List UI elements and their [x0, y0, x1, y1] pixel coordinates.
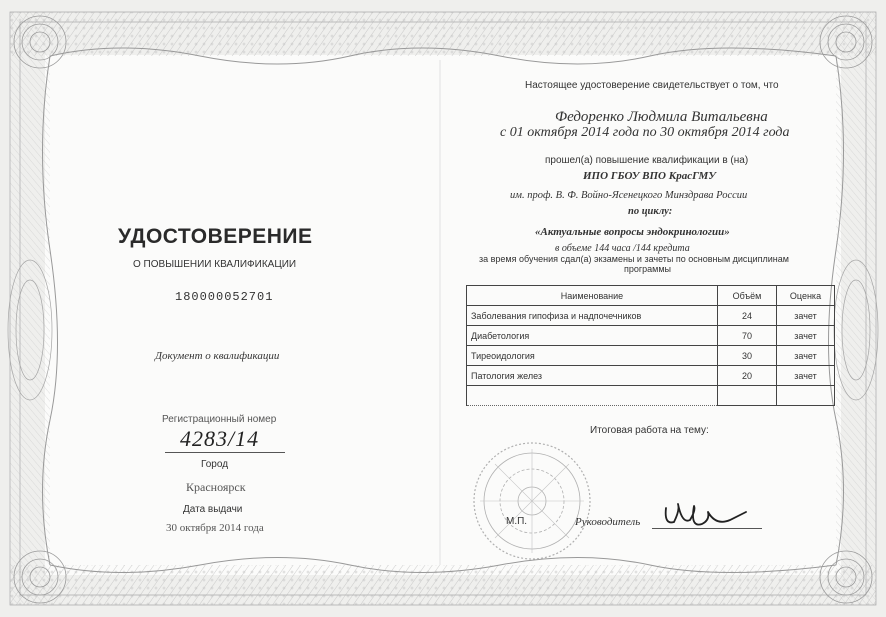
city-value: Красноярск — [186, 480, 246, 494]
head-label: Руководитель — [575, 516, 641, 528]
stamp-label: М.П. — [506, 516, 528, 527]
discipline-name: Патология желез — [467, 366, 718, 386]
passed-text: прошел(а) повышение квалификации в (на) — [545, 155, 749, 166]
city-label: Город — [201, 459, 229, 470]
official-seal — [460, 435, 605, 565]
holder-name: Федоренко Людмила Витальевна — [555, 109, 768, 125]
intro-text: Настоящее удостоверение свидетельствует о том, что — [525, 80, 779, 91]
discipline-hours: 20 — [718, 366, 777, 386]
discipline-name: Диабетология — [467, 326, 718, 346]
table-row — [467, 366, 835, 386]
registration-number: 4283/14 — [180, 426, 260, 451]
discipline-name: Тиреоидология — [467, 346, 718, 366]
certificate-title: УДОСТОВЕРЕНИЕ — [118, 225, 313, 248]
discipline-grade: зачет — [777, 346, 835, 366]
date-label: Дата выдачи — [183, 504, 243, 515]
certificate-subtitle: О ПОВЫШЕНИИ КВАЛИФИКАЦИИ — [133, 259, 297, 270]
table-row — [467, 386, 835, 406]
column-header-grade: Оценка — [777, 286, 835, 306]
column-header-volume: Объём — [718, 286, 777, 306]
course-volume: в объеме 144 часа /144 кредита — [555, 243, 690, 254]
disciplines-table — [466, 285, 835, 406]
organization-dedication: им. проф. В. Ф. Войно-Ясенецкого Минздрава России — [510, 190, 748, 201]
head-signature — [660, 500, 750, 540]
registration-underline — [165, 452, 285, 453]
final-work-label: Итоговая работа на тему: — [590, 425, 709, 436]
document-type: Документ о квалификации — [155, 350, 280, 362]
cycle-label: по циклу: — [628, 206, 673, 217]
cycle-name: «Актуальные вопросы эндокринологии» — [535, 226, 730, 238]
issue-date: 30 октября 2014 года — [166, 522, 264, 534]
discipline-grade: зачет — [777, 306, 835, 326]
certificate-number: 180000052701 — [175, 290, 274, 304]
discipline-hours — [718, 386, 777, 406]
table-header-row — [467, 286, 835, 306]
discipline-name: Заболевания гипофиза и надпочечников — [467, 306, 718, 326]
study-period: с 01 октября 2014 года по 30 октября 2014 года — [500, 125, 790, 140]
discipline-grade — [777, 386, 835, 406]
table-row — [467, 306, 835, 326]
column-header-name: Наименование — [467, 286, 718, 306]
exams-text-cont: программы — [624, 264, 672, 274]
discipline-name — [467, 386, 718, 406]
exams-text: за время обучения сдал(а) экзамены и зачеты по основным дисциплинам — [479, 254, 789, 264]
discipline-grade: зачет — [777, 326, 835, 346]
registration-label: Регистрационный номер — [162, 414, 277, 425]
discipline-hours: 30 — [718, 346, 777, 366]
organization-name: ИПО ГБОУ ВПО КрасГМУ — [583, 170, 716, 182]
discipline-hours: 24 — [718, 306, 777, 326]
discipline-grade: зачет — [777, 366, 835, 386]
table-row — [467, 326, 835, 346]
table-row — [467, 346, 835, 366]
discipline-hours: 70 — [718, 326, 777, 346]
